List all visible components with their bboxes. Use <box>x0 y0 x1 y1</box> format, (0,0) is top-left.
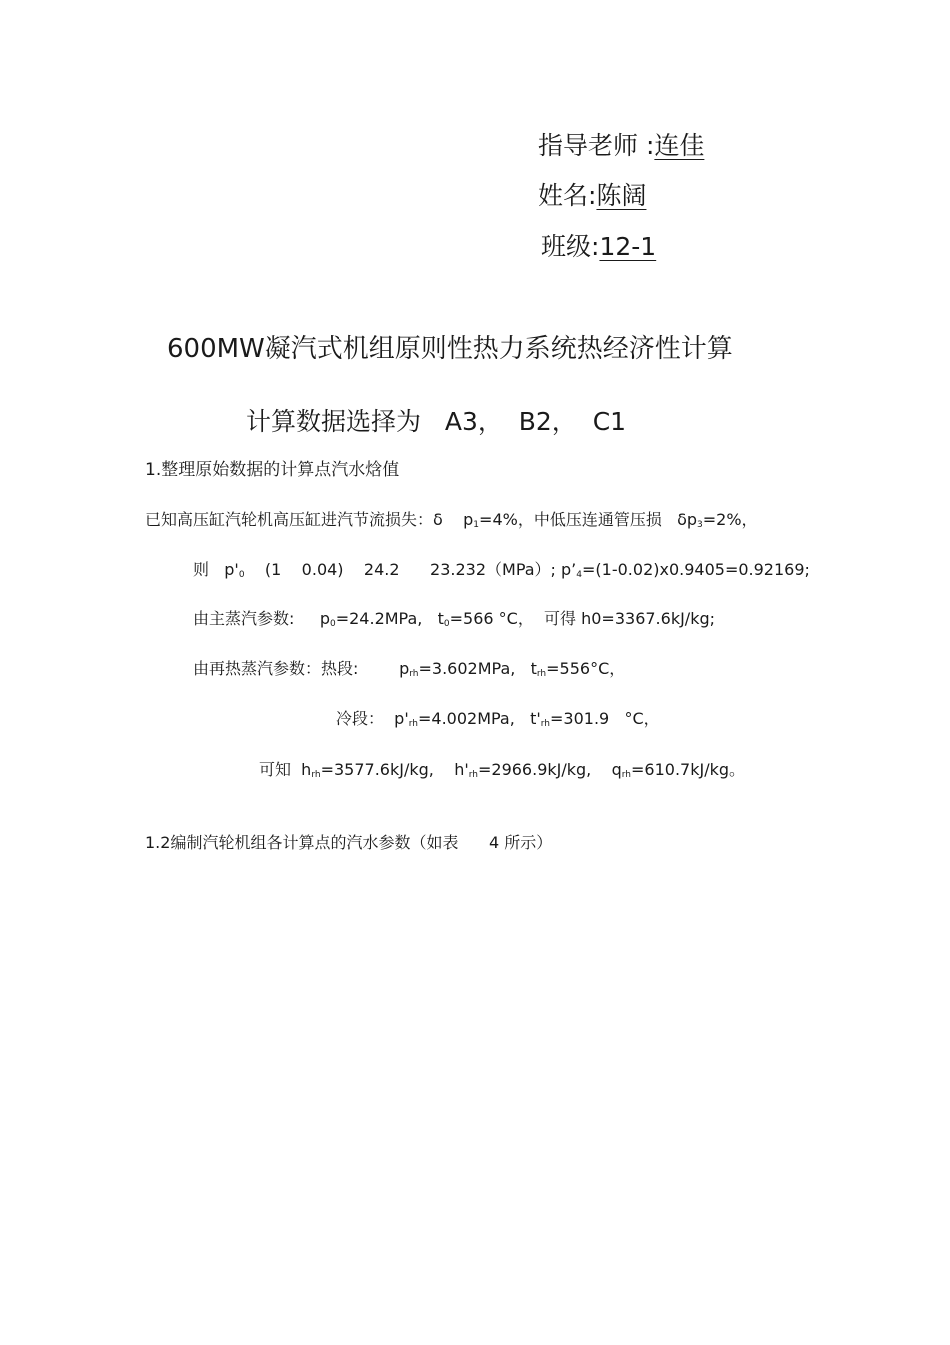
line2-part-b: (1 0.04) 24.2 23.232（MPa）; p’ <box>244 560 577 579</box>
line3-part-a: 由主蒸汽参数: p <box>193 609 330 628</box>
line5-part-c: =301.9 °C， <box>550 709 660 728</box>
line2-part-c: =(1-0.02)x0.9405=0.92169; <box>582 560 810 579</box>
text-line-2 <box>193 557 810 580</box>
line2-part-a: 则 p' <box>193 560 239 579</box>
line5-part-a: 冷段： p' <box>336 709 409 728</box>
text-line-4 <box>193 656 625 679</box>
line1-part-b: =4%，中低压连通管压损 δp <box>479 510 698 529</box>
line2-sub-1: 0 <box>238 570 245 580</box>
advisor-value: 连佳 <box>654 131 705 160</box>
line6-sub-2: rh <box>468 770 478 780</box>
name-row <box>538 176 646 212</box>
text-line-6 <box>259 757 745 780</box>
line4-part-c: =556°C， <box>546 659 626 678</box>
line4-part-b: =3.602MPa, t <box>418 659 537 678</box>
name-label: 姓名: <box>538 181 597 210</box>
line3-sub-1: 0 <box>329 619 336 629</box>
document-title: 600MW凝汽式机组原则性热力系统热经济性计算 <box>167 334 733 364</box>
class-row <box>541 227 656 263</box>
line6-sub-1: rh <box>311 770 321 780</box>
line1-sub-1: 1 <box>473 520 480 530</box>
line5-sub-1: rh <box>408 719 418 729</box>
line6-sub-3: rh <box>621 770 632 780</box>
line1-sub-2: 3 <box>697 520 703 530</box>
line3-part-c: =566 °C， 可得 h0=3367.6kJ/kg; <box>449 609 716 628</box>
line4-part-a: 由再热蒸汽参数：热段: p <box>193 659 410 678</box>
section-2-heading: 1.2编制汽轮机组各计算点的汽水参数（如表 4 所示） <box>145 833 553 852</box>
line4-sub-2: rh <box>536 669 547 679</box>
line4-sub-1: rh <box>409 669 419 679</box>
line6-part-d: =610.7kJ/kg。 <box>631 760 746 779</box>
line1-part-c: =2%， <box>702 510 758 529</box>
line5-sub-2: rh <box>540 719 550 729</box>
section-1-heading: 1.整理原始数据的计算点汽水焓值 <box>145 460 400 480</box>
line3-part-b: =24.2MPa, t <box>335 609 444 628</box>
line2-sub-2: 4 <box>576 570 583 580</box>
text-line-1 <box>145 507 758 530</box>
class-label: 班级: <box>541 232 600 261</box>
line6-part-b: =3577.6kJ/kg, h' <box>320 760 469 779</box>
line6-part-c: =2966.9kJ/kg, q <box>477 760 622 779</box>
class-value: 12-1 <box>599 232 657 261</box>
advisor-label: 指导老师 : <box>538 131 655 160</box>
text-line-3 <box>193 606 715 629</box>
line1-part-a: 已知高压缸汽轮机高压缸进汽节流损失：δ p <box>145 510 474 529</box>
name-value: 陈阔 <box>596 181 647 210</box>
line6-part-a: 可知 h <box>259 760 312 779</box>
line5-part-b: =4.002MPa, t' <box>417 709 541 728</box>
line3-sub-2: 0 <box>443 619 450 629</box>
text-line-5 <box>336 706 660 729</box>
advisor-row <box>538 126 704 162</box>
document-subtitle: 计算数据选择为 A3， B2， C1 <box>246 407 627 436</box>
